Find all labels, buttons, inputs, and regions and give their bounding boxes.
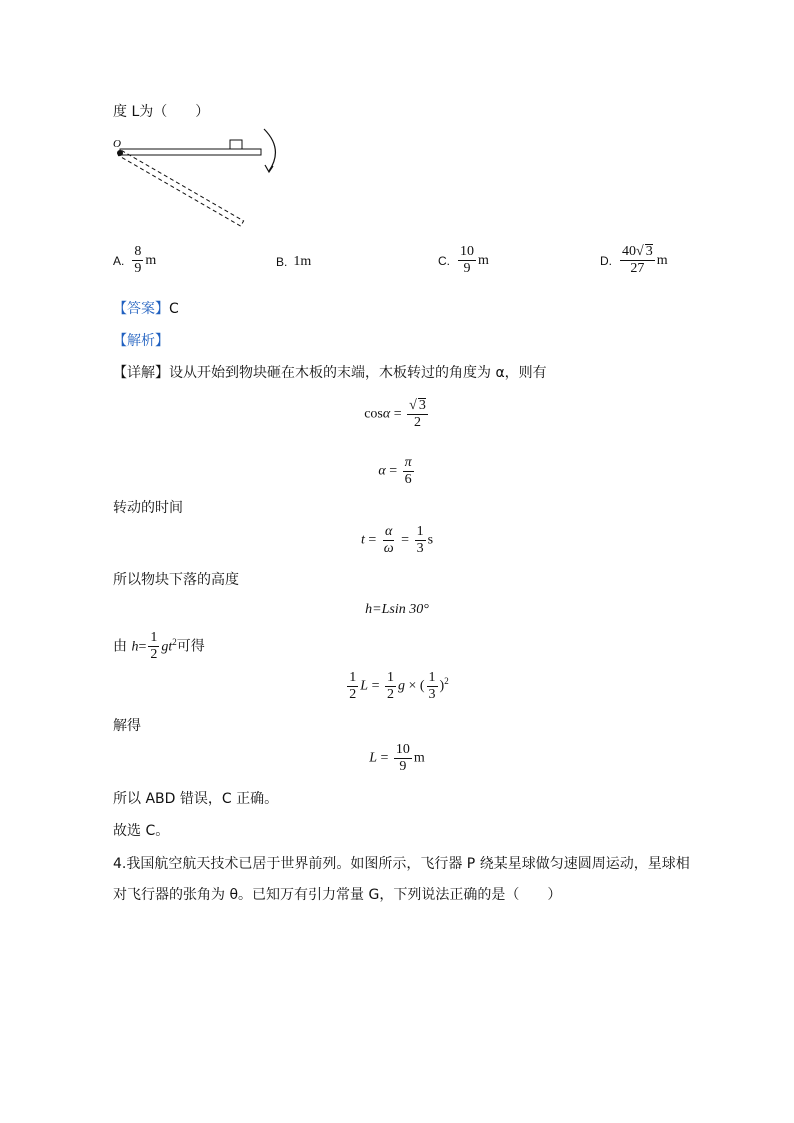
text-from: 由 h= $\frac{1}{2}$ $gt^2$可得 — [113, 630, 205, 662]
option-a[interactable]: A. $\frac{8}{9}$ m — [113, 244, 157, 276]
analysis-heading: 【解析】 — [113, 333, 169, 349]
equation-5: $\frac{1}{2}$ L = $\frac{1}{2}$ g × ( $\frac{1}{3}$ )$^2$ — [349, 670, 449, 702]
detail-line: 【详解】设从开始到物块砸在木板的末端，木板转过的角度为 α，则有 — [113, 365, 547, 381]
equation-2: α = $\frac{\pi}{6}$ — [378, 455, 412, 487]
pivot-label: O — [113, 138, 121, 150]
answer-line: 【答案】C — [113, 301, 179, 317]
equation-4: h=Lsin 30° — [365, 602, 429, 617]
text-solve: 解得 — [113, 718, 141, 734]
question-tail: 度 L为（ ） — [113, 104, 210, 120]
block — [230, 140, 242, 149]
conclusion: 所以 ABD 错误，C 正确。 — [113, 791, 279, 807]
choose-line: 故选 C。 — [113, 823, 170, 839]
text-fall-height: 所以物块下落的高度 — [113, 572, 239, 588]
question-4-line-1: 4.我国航空航天技术已居于世界前列。如图所示，飞行器 P 绕某星球做匀速圆周运动，星球相 — [113, 856, 690, 872]
board-rotation-figure — [112, 125, 282, 233]
equation-3: t = $\frac{\alpha}{\omega}$ = $\frac{1}{3}$ s — [360, 524, 434, 556]
option-b[interactable]: B. 1m — [276, 254, 312, 269]
equation-1: cosα = $\frac{√ 3}{2}$ — [364, 398, 426, 430]
option-c[interactable]: C. $\frac{10}{9}$ m — [438, 244, 489, 276]
board-horizontal — [120, 149, 261, 155]
board-rotated — [119, 150, 244, 226]
rotation-arrow — [264, 129, 275, 171]
option-d[interactable]: D. $\frac{40√ 3}{27}$ m — [600, 244, 668, 276]
equation-6: L = $\frac{10}{9}$ m — [369, 742, 425, 774]
question-4-line-2: 对飞行器的张角为 θ。已知万有引力常量 G，下列说法正确的是（ ） — [113, 887, 562, 903]
text-rotation-time: 转动的时间 — [113, 500, 183, 516]
